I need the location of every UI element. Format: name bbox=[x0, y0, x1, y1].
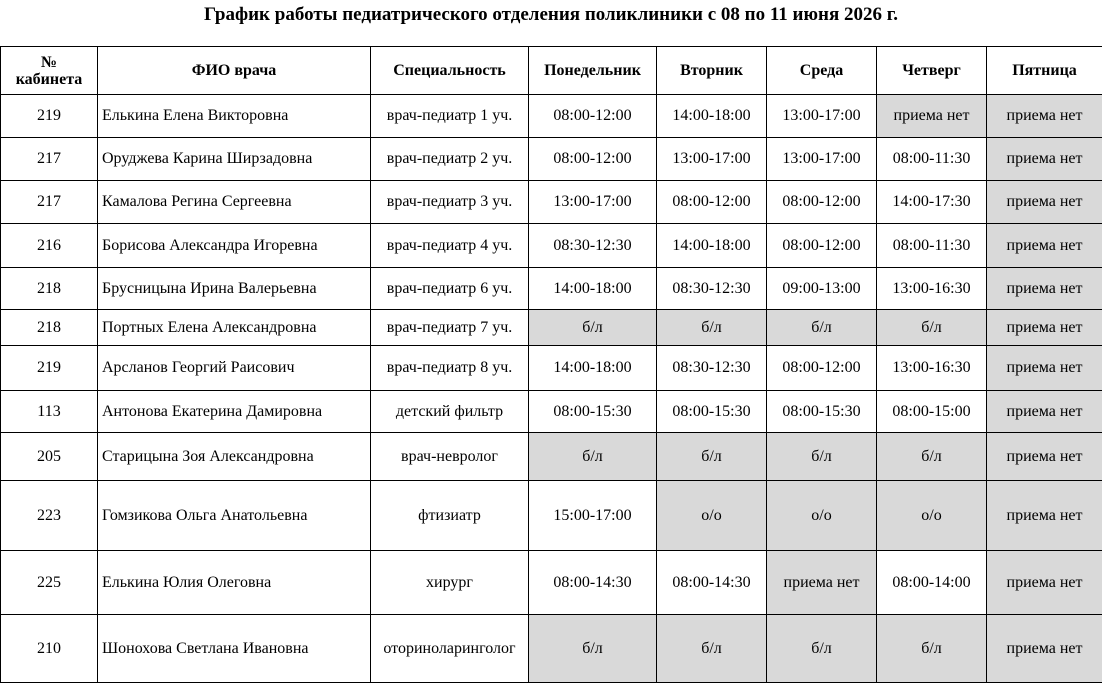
friday-cell: приема нет bbox=[987, 551, 1102, 615]
monday-cell: 08:00-15:30 bbox=[529, 391, 657, 433]
doctor-name-cell: Оруджева Карина Ширзадовна bbox=[98, 138, 371, 181]
room-cell: 218 bbox=[1, 268, 98, 310]
table-row bbox=[1, 224, 1102, 268]
friday-cell: приема нет bbox=[987, 181, 1102, 224]
thursday-cell: б/л bbox=[877, 310, 987, 346]
room-cell: 210 bbox=[1, 615, 98, 683]
room-cell: 219 bbox=[1, 346, 98, 391]
room-cell: 219 bbox=[1, 95, 98, 138]
friday-cell: приема нет bbox=[987, 433, 1102, 481]
table-row bbox=[1, 181, 1102, 224]
monday-cell: б/л bbox=[529, 310, 657, 346]
wednesday-cell: б/л bbox=[767, 310, 877, 346]
doctor-name-cell: Борисова Александра Игоревна bbox=[98, 224, 371, 268]
specialty-cell: врач-педиатр 4 уч. bbox=[371, 224, 529, 268]
room-cell: 216 bbox=[1, 224, 98, 268]
thursday-cell: б/л bbox=[877, 615, 987, 683]
wednesday-cell: 08:00-12:00 bbox=[767, 346, 877, 391]
thursday-cell: 14:00-17:30 bbox=[877, 181, 987, 224]
thursday-cell: б/л bbox=[877, 433, 987, 481]
specialty-cell: врач-педиатр 1 уч. bbox=[371, 95, 529, 138]
doctor-name-cell: Антонова Екатерина Дамировна bbox=[98, 391, 371, 433]
specialty-cell: врач-педиатр 2 уч. bbox=[371, 138, 529, 181]
table-row bbox=[1, 551, 1102, 615]
tuesday-cell: 13:00-17:00 bbox=[657, 138, 767, 181]
header-tuesday: Вторник bbox=[657, 47, 767, 95]
room-cell: 217 bbox=[1, 138, 98, 181]
doctor-name-cell: Брусницына Ирина Валерьевна bbox=[98, 268, 371, 310]
tuesday-cell: 14:00-18:00 bbox=[657, 95, 767, 138]
doctor-name-cell: Гомзикова Ольга Анатольевна bbox=[98, 481, 371, 551]
header-thursday: Четверг bbox=[877, 47, 987, 95]
monday-cell: 15:00-17:00 bbox=[529, 481, 657, 551]
table-row bbox=[1, 481, 1102, 551]
monday-cell: 14:00-18:00 bbox=[529, 346, 657, 391]
tuesday-cell: б/л bbox=[657, 615, 767, 683]
specialty-cell: врач-педиатр 6 уч. bbox=[371, 268, 529, 310]
tuesday-cell: б/л bbox=[657, 433, 767, 481]
friday-cell: приема нет bbox=[987, 310, 1102, 346]
header-wednesday: Среда bbox=[767, 47, 877, 95]
thursday-cell: о/о bbox=[877, 481, 987, 551]
friday-cell: приема нет bbox=[987, 391, 1102, 433]
specialty-cell: хирург bbox=[371, 551, 529, 615]
header-row bbox=[1, 47, 1102, 95]
thursday-cell: приема нет bbox=[877, 95, 987, 138]
wednesday-cell: 08:00-12:00 bbox=[767, 224, 877, 268]
tuesday-cell: 08:00-12:00 bbox=[657, 181, 767, 224]
specialty-cell: детский фильтр bbox=[371, 391, 529, 433]
header-friday: Пятница bbox=[987, 47, 1102, 95]
table-row bbox=[1, 391, 1102, 433]
thursday-cell: 08:00-14:00 bbox=[877, 551, 987, 615]
table-row bbox=[1, 346, 1102, 391]
monday-cell: 14:00-18:00 bbox=[529, 268, 657, 310]
specialty-cell: оториноларинголог bbox=[371, 615, 529, 683]
schedule-table bbox=[0, 46, 1102, 683]
room-cell: 225 bbox=[1, 551, 98, 615]
wednesday-cell: 13:00-17:00 bbox=[767, 138, 877, 181]
friday-cell: приема нет bbox=[987, 481, 1102, 551]
thursday-cell: 08:00-11:30 bbox=[877, 138, 987, 181]
header-name: ФИО врача bbox=[98, 47, 371, 95]
doctor-name-cell: Елькина Елена Викторовна bbox=[98, 95, 371, 138]
specialty-cell: врач-педиатр 3 уч. bbox=[371, 181, 529, 224]
wednesday-cell: б/л bbox=[767, 615, 877, 683]
tuesday-cell: 08:00-14:30 bbox=[657, 551, 767, 615]
monday-cell: 08:00-12:00 bbox=[529, 95, 657, 138]
table-row bbox=[1, 138, 1102, 181]
page-title: График работы педиатрического отделения поликлиники с 08 по 11 июня 2026 г. bbox=[0, 0, 1102, 30]
thursday-cell: 08:00-15:00 bbox=[877, 391, 987, 433]
tuesday-cell: о/о bbox=[657, 481, 767, 551]
wednesday-cell: 08:00-15:30 bbox=[767, 391, 877, 433]
room-cell: 205 bbox=[1, 433, 98, 481]
table-row bbox=[1, 310, 1102, 346]
doctor-name-cell: Портных Елена Александровна bbox=[98, 310, 371, 346]
header-room-line2: кабинета bbox=[1, 71, 97, 88]
tuesday-cell: 14:00-18:00 bbox=[657, 224, 767, 268]
table-row bbox=[1, 433, 1102, 481]
monday-cell: 08:00-14:30 bbox=[529, 551, 657, 615]
specialty-cell: врач-педиатр 7 уч. bbox=[371, 310, 529, 346]
friday-cell: приема нет bbox=[987, 138, 1102, 181]
specialty-cell: фтизиатр bbox=[371, 481, 529, 551]
doctor-name-cell: Камалова Регина Сергеевна bbox=[98, 181, 371, 224]
room-cell: 113 bbox=[1, 391, 98, 433]
table-row bbox=[1, 95, 1102, 138]
friday-cell: приема нет bbox=[987, 346, 1102, 391]
header-monday: Понедельник bbox=[529, 47, 657, 95]
table-row bbox=[1, 615, 1102, 683]
doctor-name-cell: Арсланов Георгий Раисович bbox=[98, 346, 371, 391]
wednesday-cell: 13:00-17:00 bbox=[767, 95, 877, 138]
monday-cell: б/л bbox=[529, 433, 657, 481]
room-cell: 217 bbox=[1, 181, 98, 224]
thursday-cell: 13:00-16:30 bbox=[877, 268, 987, 310]
friday-cell: приема нет bbox=[987, 615, 1102, 683]
header-room bbox=[1, 47, 98, 95]
header-room-line1: № bbox=[1, 54, 97, 71]
specialty-cell: врач-невролог bbox=[371, 433, 529, 481]
monday-cell: 08:30-12:30 bbox=[529, 224, 657, 268]
room-cell: 223 bbox=[1, 481, 98, 551]
doctor-name-cell: Елькина Юлия Олеговна bbox=[98, 551, 371, 615]
header-specialty: Специальность bbox=[371, 47, 529, 95]
thursday-cell: 13:00-16:30 bbox=[877, 346, 987, 391]
wednesday-cell: 08:00-12:00 bbox=[767, 181, 877, 224]
monday-cell: б/л bbox=[529, 615, 657, 683]
thursday-cell: 08:00-11:30 bbox=[877, 224, 987, 268]
tuesday-cell: 08:30-12:30 bbox=[657, 268, 767, 310]
doctor-name-cell: Шонохова Светлана Ивановна bbox=[98, 615, 371, 683]
table-row bbox=[1, 268, 1102, 310]
wednesday-cell: б/л bbox=[767, 433, 877, 481]
tuesday-cell: б/л bbox=[657, 310, 767, 346]
room-cell: 218 bbox=[1, 310, 98, 346]
friday-cell: приема нет bbox=[987, 268, 1102, 310]
friday-cell: приема нет bbox=[987, 224, 1102, 268]
tuesday-cell: 08:00-15:30 bbox=[657, 391, 767, 433]
friday-cell: приема нет bbox=[987, 95, 1102, 138]
specialty-cell: врач-педиатр 8 уч. bbox=[371, 346, 529, 391]
monday-cell: 08:00-12:00 bbox=[529, 138, 657, 181]
doctor-name-cell: Старицына Зоя Александровна bbox=[98, 433, 371, 481]
monday-cell: 13:00-17:00 bbox=[529, 181, 657, 224]
wednesday-cell: приема нет bbox=[767, 551, 877, 615]
wednesday-cell: о/о bbox=[767, 481, 877, 551]
wednesday-cell: 09:00-13:00 bbox=[767, 268, 877, 310]
tuesday-cell: 08:30-12:30 bbox=[657, 346, 767, 391]
